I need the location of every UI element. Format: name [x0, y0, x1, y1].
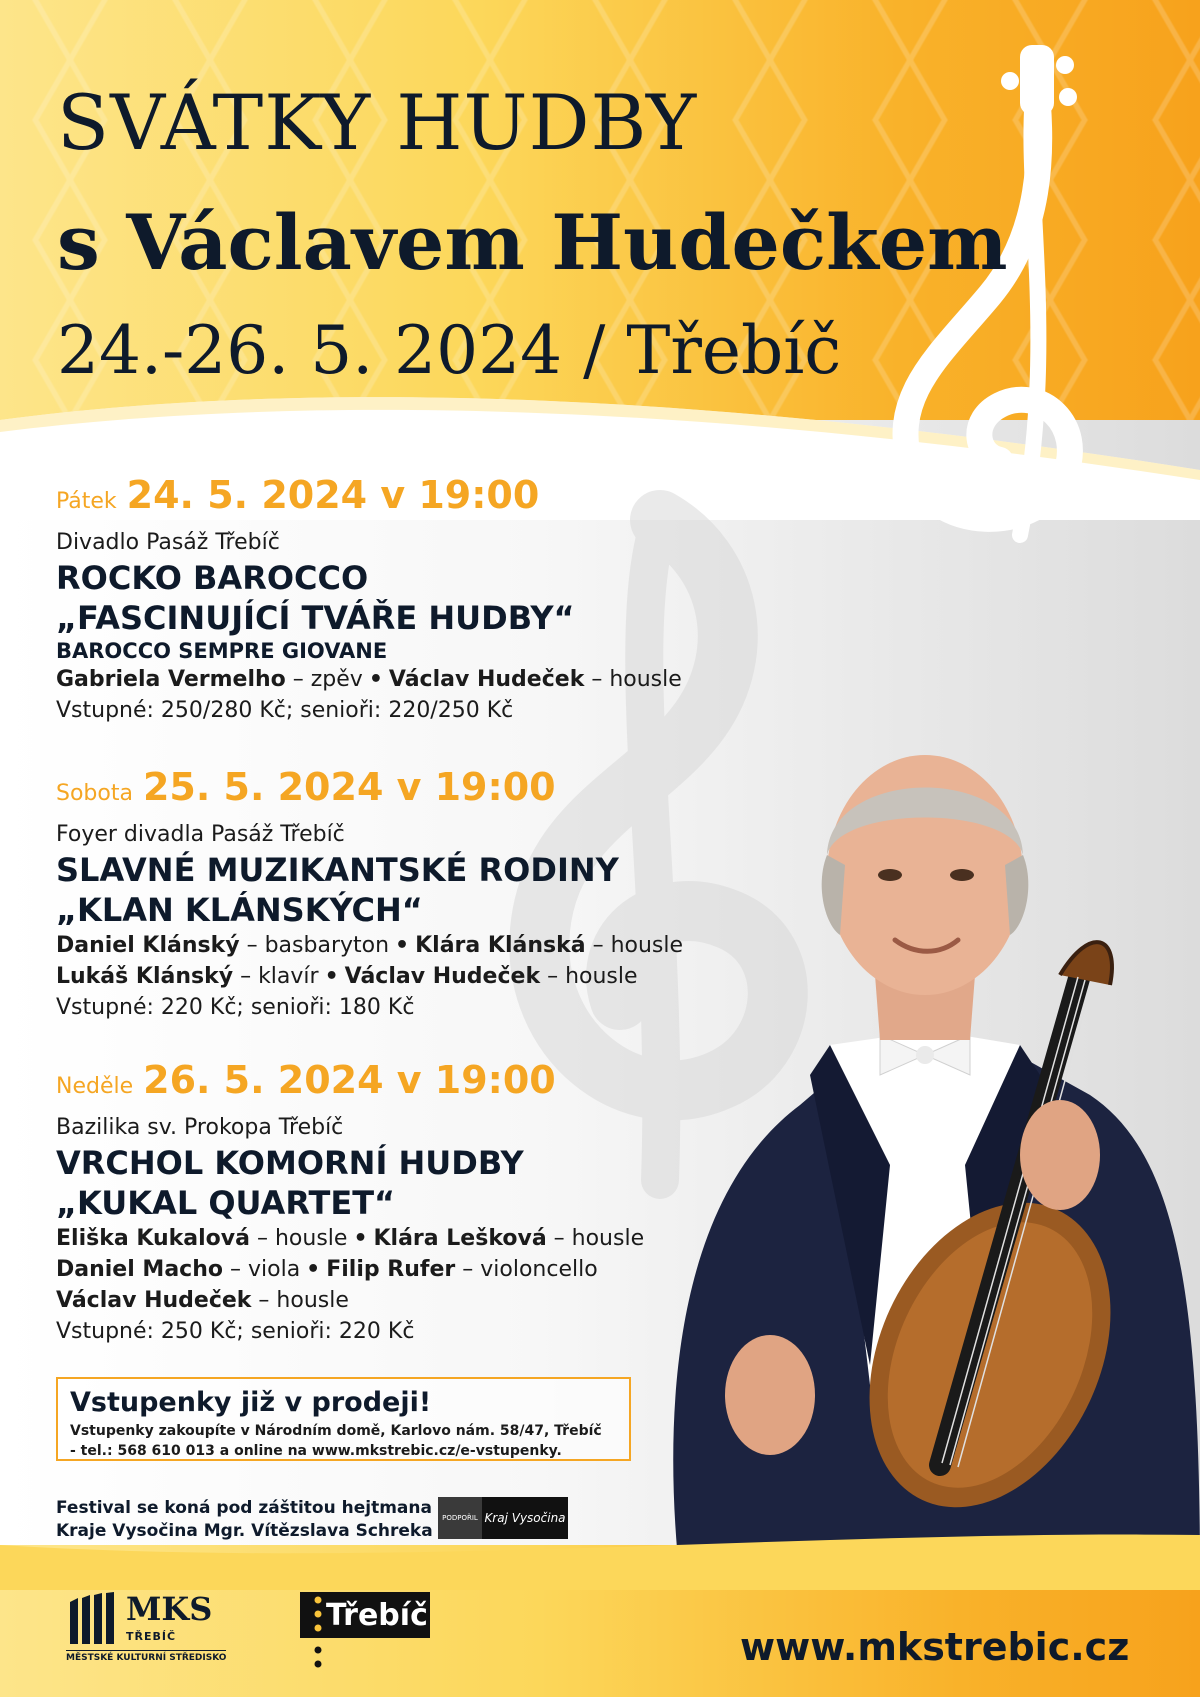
footer-wave: [0, 1500, 1200, 1590]
event-title: VRCHOL KOMORNÍ HUDBY: [56, 1144, 524, 1182]
event-price: Vstupné: 250/280 Kč; senioři: 220/250 Kč: [56, 698, 514, 723]
tickets-contact-line: - tel.: 568 610 013 a online na www.mkstrebic.cz/e-vstupenky.: [70, 1443, 562, 1459]
performer-role: – housle: [546, 1226, 645, 1251]
kraj-supported-label: PODPOŘIL: [438, 1497, 482, 1539]
event-date-line: [56, 1055, 716, 1113]
event-day: Pátek: [56, 489, 117, 514]
event-title: ROCKO BAROCCO: [56, 559, 369, 597]
event-title-quote: „FASCINUJÍCÍ TVÁŘE HUDBY“: [56, 599, 575, 637]
violinist-portrait: [640, 745, 1200, 1580]
bullet-separator: •: [306, 1257, 321, 1282]
event-title-quote: „KLAN KLÁNSKÝCH“: [56, 891, 423, 929]
mks-bars-icon: [66, 1592, 121, 1644]
performer-name: Václav Hudeček: [56, 1288, 252, 1313]
performer-line: [56, 1254, 716, 1285]
event-day: Neděle: [56, 1074, 134, 1099]
performer-line: [56, 961, 716, 992]
performer-line: [56, 1223, 716, 1254]
performer-name: Daniel Macho: [56, 1257, 223, 1282]
performer-name: Václav Hudeček: [388, 667, 585, 692]
event-price: Vstupné: 250 Kč; senioři: 220 Kč: [56, 1319, 415, 1344]
performer-role: – housle: [249, 1226, 348, 1251]
festival-subtitle: s Václavem Hudečkem: [57, 198, 1008, 287]
event-subtitle: BAROCCO SEMPRE GIOVANE: [56, 639, 388, 663]
bullet-separator: •: [395, 933, 410, 958]
performer-name: Gabriela Vermelho: [56, 667, 286, 692]
event-venue: Divadlo Pasáž Třebíč: [56, 530, 280, 555]
performer-role: – housle: [585, 933, 684, 958]
violin-treble-clef-icon: [870, 35, 1120, 555]
bullet-separator: •: [368, 667, 383, 692]
website-url[interactable]: www.mkstrebic.cz: [740, 1625, 1130, 1669]
performer-name: Klára Lešková: [373, 1226, 547, 1251]
event-date: 26. 5. 2024 v 19:00: [143, 1058, 556, 1102]
performer-role: – housle: [251, 1288, 349, 1313]
event-price: Vstupné: 220 Kč; senioři: 180 Kč: [56, 995, 415, 1020]
bullet-separator: •: [324, 964, 339, 989]
tickets-box: [56, 1377, 631, 1461]
performer-role: – housle: [584, 667, 682, 692]
performer-name: Lukáš Klánský: [56, 964, 234, 989]
performer-role: – viola: [223, 1257, 301, 1282]
event-date-line: [56, 470, 716, 528]
festival-dates: 24.-26. 5. 2024 / Třebíč: [57, 312, 842, 389]
performer-line: [56, 664, 716, 695]
patronage-line: Festival se koná pod záštitou hejtmana: [56, 1498, 432, 1518]
performer-role: – basbaryton: [239, 933, 390, 958]
event-title-quote: „KUKAL QUARTET“: [56, 1184, 396, 1222]
mks-subtitle: MĚSTSKÉ KULTURNÍ STŘEDISKO: [66, 1650, 226, 1663]
performer-role: – violoncello: [455, 1257, 598, 1282]
performer-name: Václav Hudeček: [344, 964, 541, 989]
event-date-line: [56, 762, 716, 820]
performer-name: Filip Rufer: [326, 1257, 456, 1282]
trebic-dots-icon: [314, 1592, 322, 1670]
event-day: Sobota: [56, 781, 133, 806]
performer-name: Eliška Kukalová: [56, 1226, 250, 1251]
kraj-name: Kraj Vysočina: [482, 1497, 568, 1539]
mks-logo: [66, 1590, 226, 1670]
festival-title: SVÁTKY HUDBY: [57, 78, 698, 167]
performer-role: – klavír: [233, 964, 319, 989]
performer-role: – housle: [540, 964, 638, 989]
event-title: SLAVNÉ MUZIKANTSKÉ RODINY: [56, 851, 619, 889]
event-venue: Foyer divadla Pasáž Třebíč: [56, 822, 345, 847]
mks-town: TŘEBÍČ: [126, 1630, 177, 1643]
event-date: 25. 5. 2024 v 19:00: [142, 765, 556, 809]
performer-name: Daniel Klánský: [56, 933, 240, 958]
event-venue: Bazilika sv. Prokopa Třebíč: [56, 1115, 344, 1140]
performer-line: [56, 930, 716, 961]
event-date: 24. 5. 2024 v 19:00: [126, 473, 540, 517]
tickets-heading: Vstupenky již v prodeji!: [70, 1387, 432, 1418]
event-sunday: [56, 1055, 716, 1347]
event-friday: [56, 470, 716, 726]
trebic-name: Třebíč: [300, 1592, 430, 1638]
event-saturday: [56, 762, 716, 1023]
mks-name: MKS: [126, 1590, 213, 1628]
performer-line: [56, 1285, 716, 1316]
tickets-info-line: Vstupenky zakoupíte v Národním domě, Karlovo nám. 58/47, Třebíč: [70, 1423, 602, 1439]
patronage-line: Kraje Vysočina Mgr. Vítězslava Schreka: [56, 1521, 433, 1541]
performer-name: Klára Klánská: [415, 933, 586, 958]
bullet-separator: •: [353, 1226, 368, 1251]
performer-role: – zpěv: [285, 667, 363, 692]
